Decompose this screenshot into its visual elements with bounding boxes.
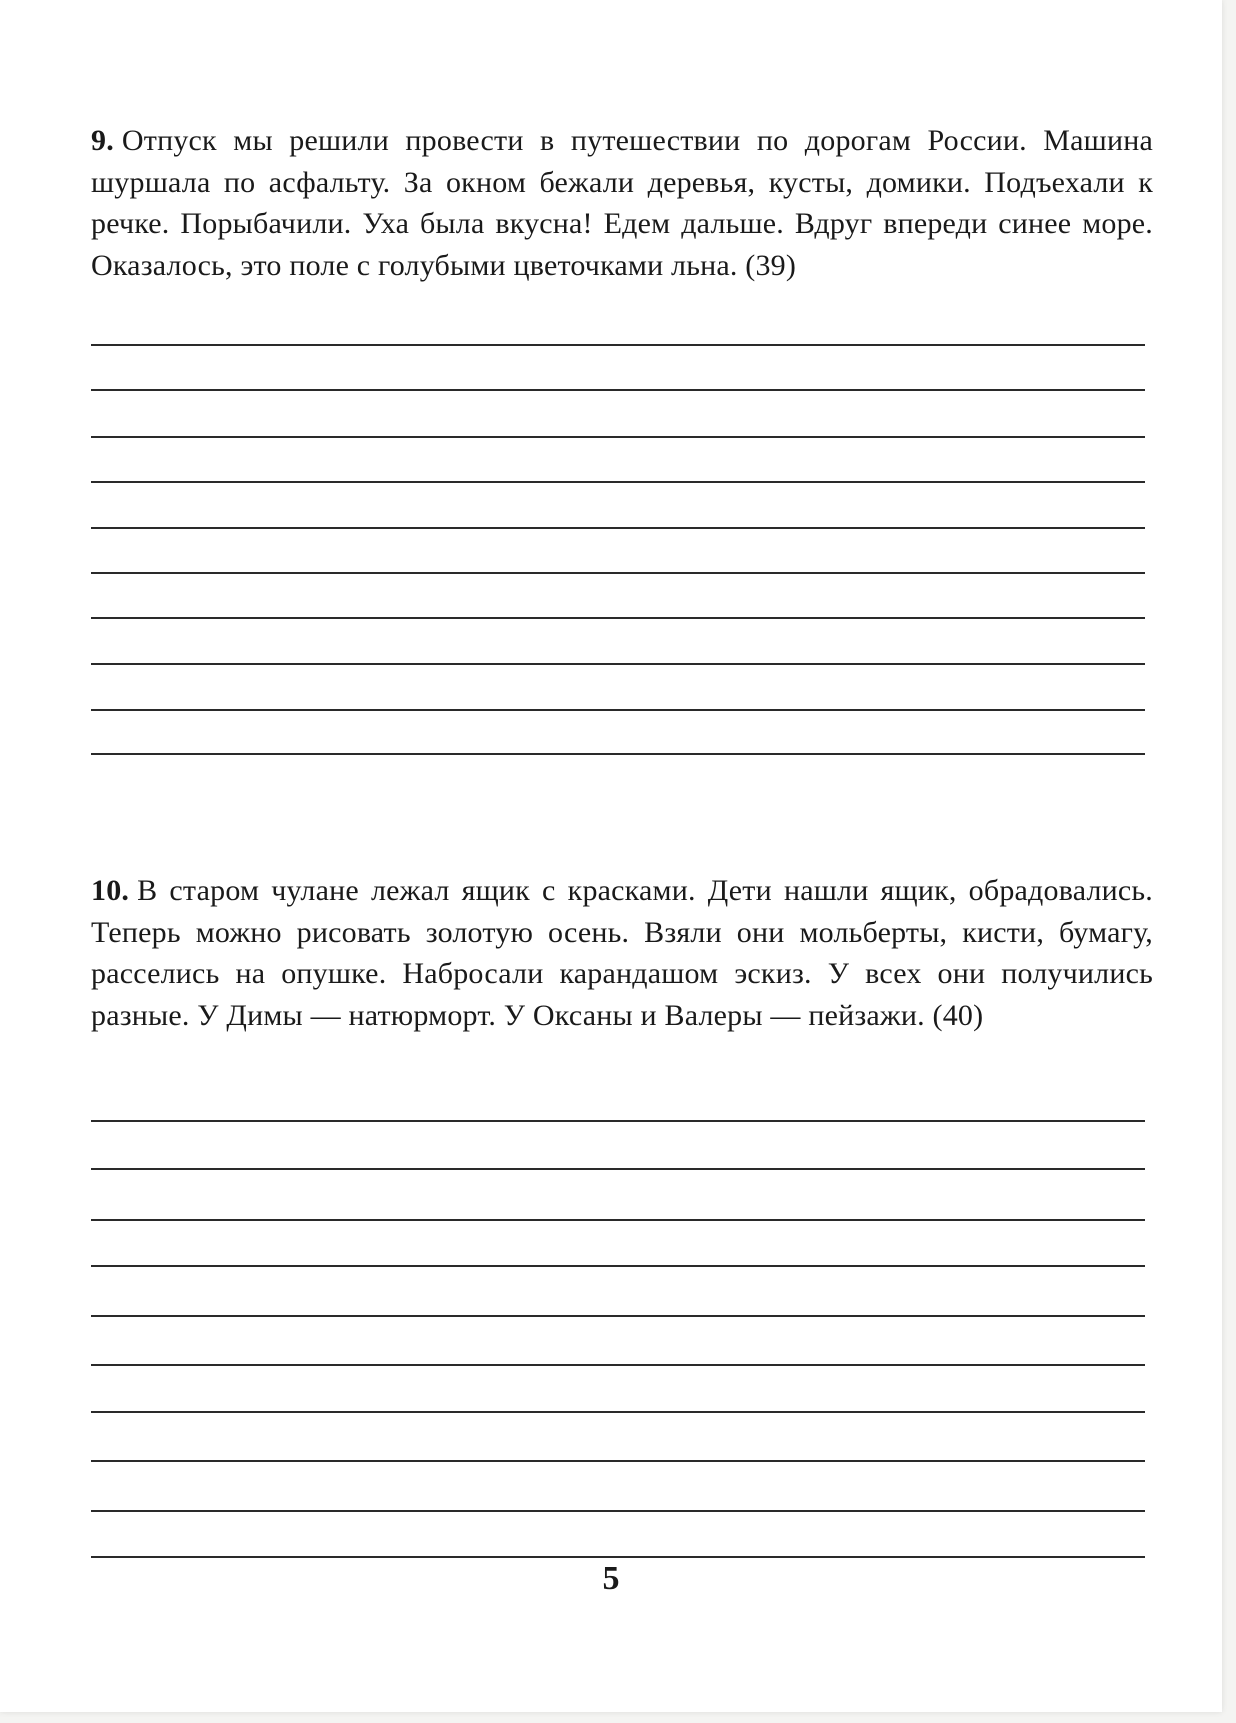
answer-line[interactable] (91, 1120, 1145, 1122)
answer-line[interactable] (91, 527, 1145, 529)
exercise-9-text: Отпуск мы решили провести в путешествии по дорогам России. Машина шуршала по асфальту. За окном бежали деревья, кусты, домики. Подъехали к речке. Порыбачили. Уха была вкусна! Едем дальше. Вдруг впереди синее море. Оказалось, это поле с голубыми цветочками льна. (39) (91, 124, 1153, 282)
answer-line[interactable] (91, 1364, 1145, 1366)
exercise-9-number: 9. (91, 124, 114, 157)
answer-line[interactable] (91, 1219, 1145, 1221)
exercise-10 (91, 870, 1153, 1036)
exercise-10-text: В старом чулане лежал ящик с красками. Дети нашли ящик, обрадовались. Теперь можно рисовать золотую осень. Взяли они мольберты, кисти, бумагу, расселись на опушке. Набросали карандашом эскиз. У всех они получились разные. У Димы — натюрморт. У Оксаны и Валеры — пейзажи. (40) (91, 874, 1153, 1032)
answer-line[interactable] (91, 436, 1145, 438)
answer-line[interactable] (91, 572, 1145, 574)
answer-line[interactable] (91, 481, 1145, 483)
answer-line[interactable] (91, 617, 1145, 619)
answer-line[interactable] (91, 1460, 1145, 1462)
page-number: 5 (602, 1560, 620, 1597)
answer-line[interactable] (91, 1411, 1145, 1413)
answer-line[interactable] (91, 1556, 1145, 1558)
answer-line[interactable] (91, 709, 1145, 711)
answer-line[interactable] (91, 1315, 1145, 1317)
answer-line[interactable] (91, 663, 1145, 665)
answer-line[interactable] (91, 344, 1145, 346)
exercise-9 (91, 120, 1153, 286)
answer-line[interactable] (91, 389, 1145, 391)
exercise-10-number: 10. (91, 874, 130, 907)
answer-line[interactable] (91, 753, 1145, 755)
answer-line[interactable] (91, 1265, 1145, 1267)
answer-line[interactable] (91, 1510, 1145, 1512)
answer-line[interactable] (91, 1168, 1145, 1170)
